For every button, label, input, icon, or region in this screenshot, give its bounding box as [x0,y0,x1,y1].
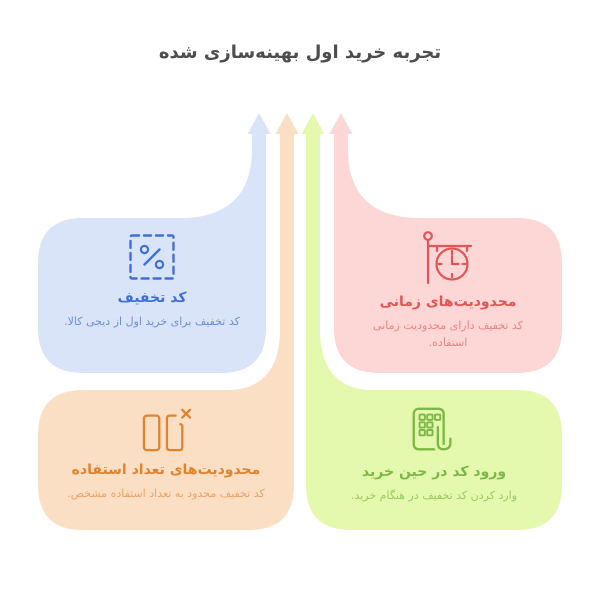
card-description: وارد کردن کد تخفیف در هنگام خرید. [350,488,518,502]
card-description: کد تخفیف محدود به تعداد استفاده مشخص. [67,486,265,500]
card-title: کد تخفیف [117,290,187,306]
copies-x-icon [140,407,192,453]
card-description: کد تخفیف دارای محدودیت زمانی استفاده. [373,318,523,350]
card-description: کد تخفیف برای خرید اول از دیجی کالا. [64,314,240,328]
card-title: ورود کد در حین خرید [361,464,507,480]
card-usage-count-limits [38,390,294,530]
percent-badge-icon [128,233,176,281]
page-title: تجربه خرید اول بهینه‌سازی شده [158,42,442,63]
card-time-limits [334,218,562,373]
hanging-clock-icon [419,229,477,285]
card-title: محدودیت‌های تعداد استفاده [71,462,261,478]
card-title: محدودیت‌های زمانی [379,294,517,310]
keypad-hand-icon [407,405,461,455]
card-code-entry [306,390,562,530]
card-discount-code [38,218,266,373]
